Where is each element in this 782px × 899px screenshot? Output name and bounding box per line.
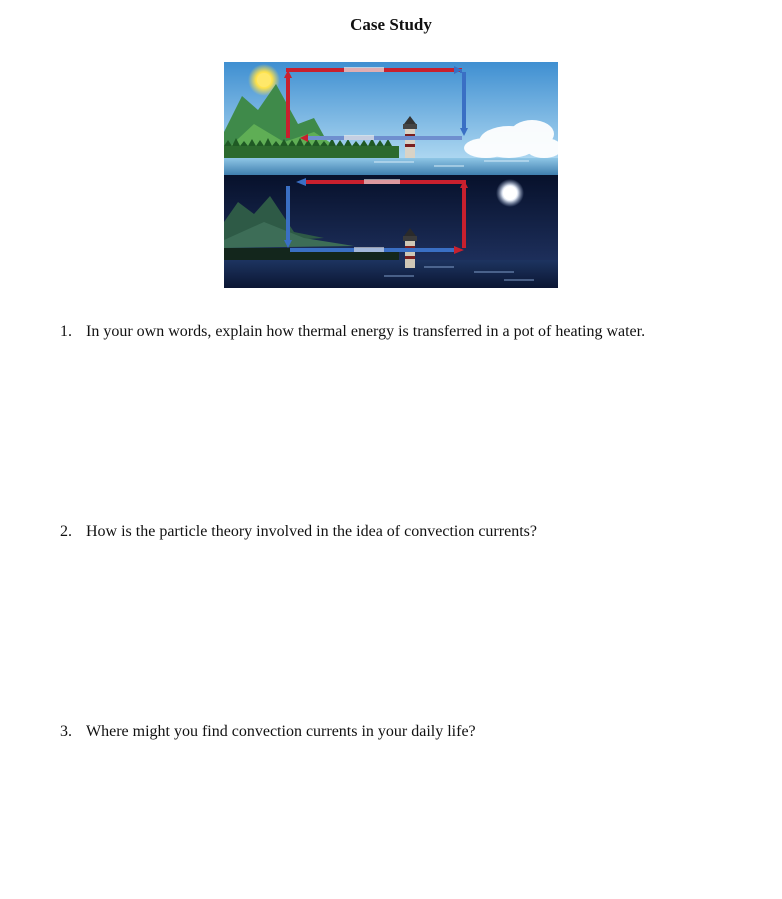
sea-land-breeze-diagram — [224, 62, 558, 288]
question-text: Where might you find convection currents in your daily life? — [86, 723, 476, 740]
question-1 — [60, 322, 645, 342]
question-2 — [60, 522, 537, 542]
question-number: 3. — [60, 723, 72, 740]
question-number: 1. — [60, 323, 72, 340]
question-3 — [60, 722, 476, 742]
question-number: 2. — [60, 523, 72, 540]
page-title: Case Study — [350, 15, 432, 34]
day-panel — [224, 62, 558, 175]
convection-diagram-svg — [224, 62, 558, 288]
question-text: In your own words, explain how thermal energy is transferred in a pot of heating water. — [86, 323, 646, 340]
night-panel — [224, 175, 558, 288]
question-text: How is the particle theory involved in the idea of convection currents? — [86, 523, 537, 540]
moon-icon — [496, 179, 524, 207]
